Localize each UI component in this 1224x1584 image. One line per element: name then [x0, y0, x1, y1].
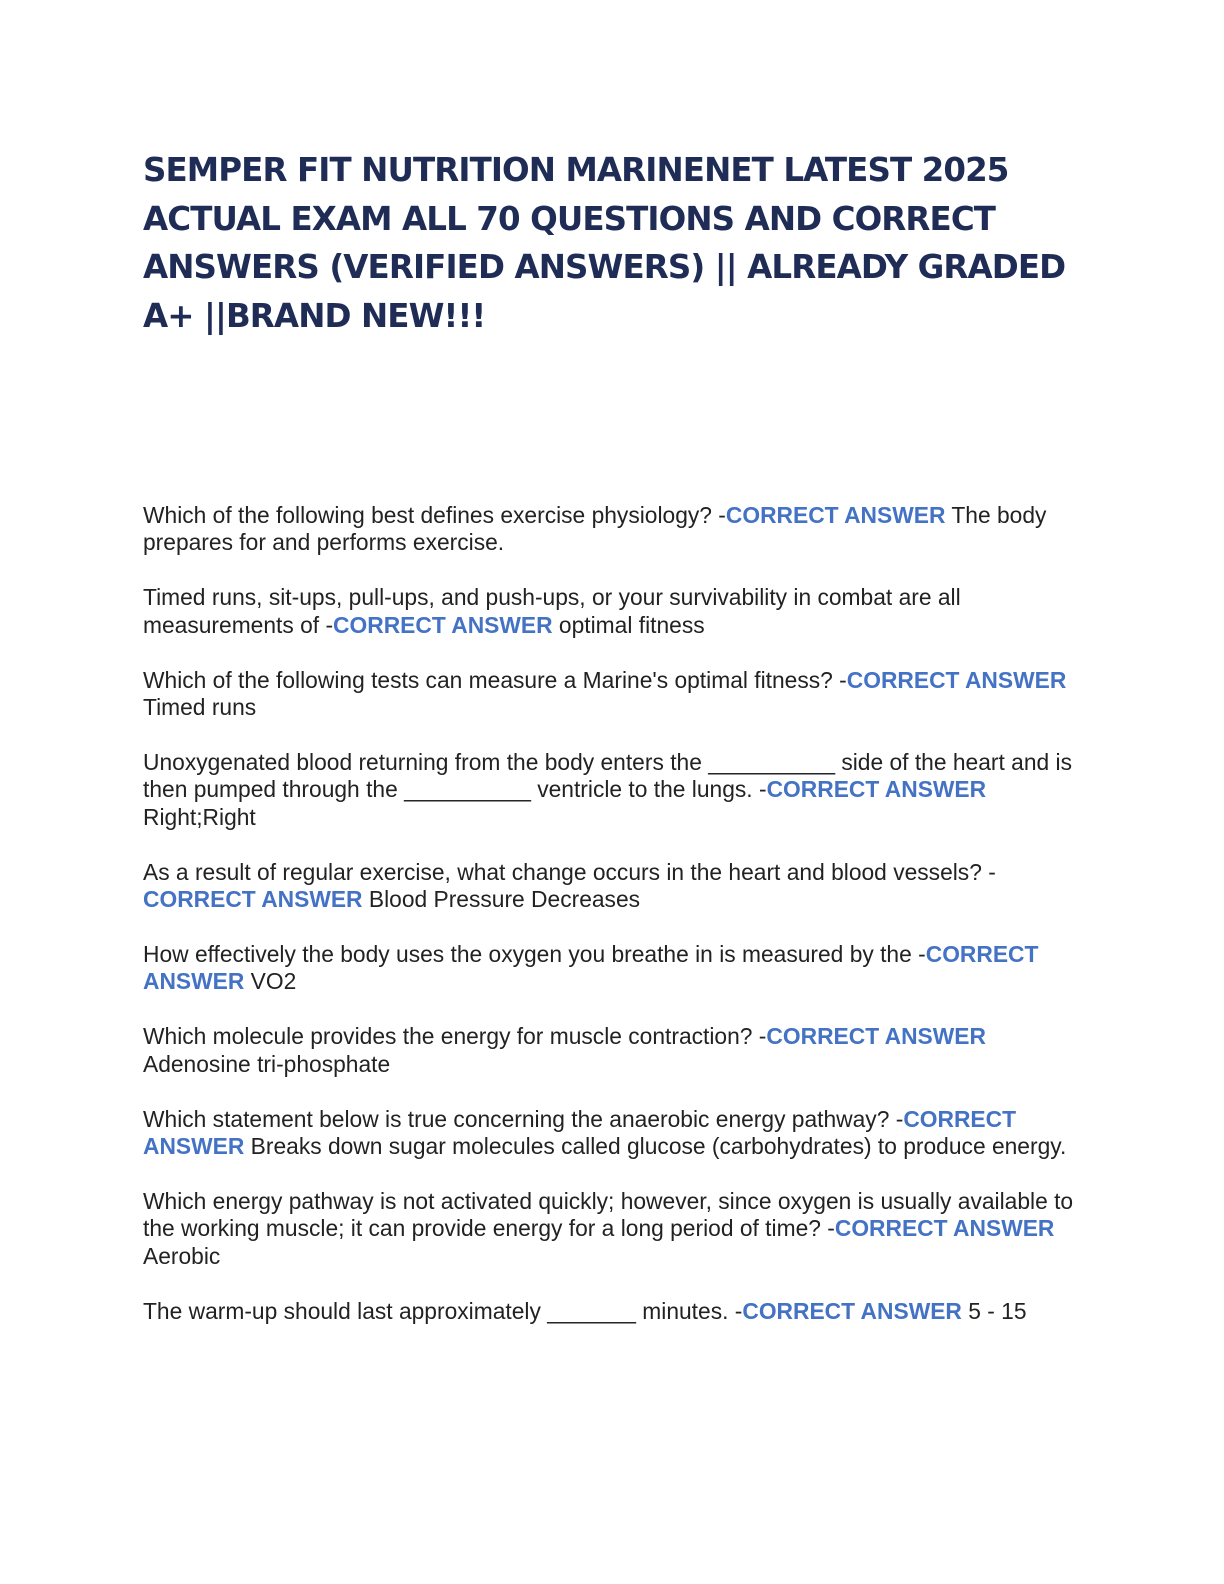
answer-text: Timed runs: [143, 694, 257, 721]
question-text: Which statement below is true concerning the anaerobic energy pathway? -: [143, 1105, 904, 1132]
answer-text: Breaks down sugar molecules called glucose (carbohydrates) to produce energy.: [244, 1133, 1067, 1159]
question-item: [143, 1298, 1078, 1325]
correct-answer-label: CORRECT ANSWER: [742, 1297, 962, 1324]
correct-answer-label: CORRECT ANSWER: [834, 1215, 1055, 1242]
correct-answer-label: CORRECT ANSWER: [766, 776, 987, 803]
question-item: [143, 941, 1078, 996]
correct-answer-label: CORRECT ANSWER: [766, 1023, 986, 1050]
question-item: [143, 749, 1078, 831]
question-text: Which molecule provides the energy for muscle contraction? -: [143, 1023, 767, 1050]
question-text: As a result of regular exercise, what change occurs in the heart and blood vessels? -: [143, 858, 996, 885]
answer-text: optimal fitness: [552, 611, 705, 638]
answer-text: Blood Pressure Decreases: [362, 886, 641, 913]
answer-text: 5 - 15: [961, 1297, 1027, 1324]
question-text: How effectively the body uses the oxygen you breathe in is measured by the -: [143, 940, 926, 967]
answer-text: Right;Right: [143, 803, 256, 830]
correct-answer-label: CORRECT ANSWER: [725, 502, 946, 528]
question-text: Which energy pathway is not activated quickly; however, since oxygen is usually available to the working muscle; it can provide energy for a long period of time? -: [143, 1187, 1074, 1242]
correct-answer-label: CORRECT ANSWER: [143, 940, 1039, 995]
correct-answer-label: CORRECT ANSWER: [143, 886, 363, 913]
answer-text: Adenosine tri-phosphate: [143, 1050, 391, 1077]
correct-answer-label: CORRECT ANSWER: [333, 611, 553, 638]
question-item: [143, 502, 1078, 557]
question-list: [143, 502, 1078, 1353]
question-text: Unoxygenated blood returning from the body enters the __________ side of the heart and is then pumped through the __________ ventricle to the lungs. -: [143, 748, 1072, 803]
answer-text: Aerobic: [143, 1242, 221, 1269]
question-text: Which of the following tests can measure a Marine's optimal fitness? -: [143, 666, 847, 693]
question-item: [143, 1106, 1078, 1161]
document-title: SEMPER FIT NUTRITION MARINENET LATEST 2025 ACTUAL EXAM ALL 70 QUESTIONS AND CORRECT ANSWERS (VERIFIED ANSWERS) || ALREADY GRADED A+ ||BRAND NEW!!!: [143, 151, 1066, 335]
answer-text: VO2: [244, 968, 297, 995]
question-item: [143, 1188, 1078, 1270]
answer-text: The body prepares for and performs exercise.: [143, 502, 1047, 556]
question-text: Which of the following best defines exercise physiology? -: [143, 502, 726, 528]
question-item: [143, 859, 1078, 914]
correct-answer-label: CORRECT ANSWER: [846, 666, 1067, 693]
correct-answer-label: CORRECT ANSWER: [143, 1105, 1017, 1159]
question-item: [143, 667, 1078, 722]
question-item: [143, 584, 1078, 639]
question-item: [143, 1023, 1078, 1078]
question-text: The warm-up should last approximately _______ minutes. -: [143, 1297, 743, 1324]
question-text: Timed runs, sit-ups, pull-ups, and push-ups, or your survivability in combat are all measurements of -: [143, 584, 961, 638]
